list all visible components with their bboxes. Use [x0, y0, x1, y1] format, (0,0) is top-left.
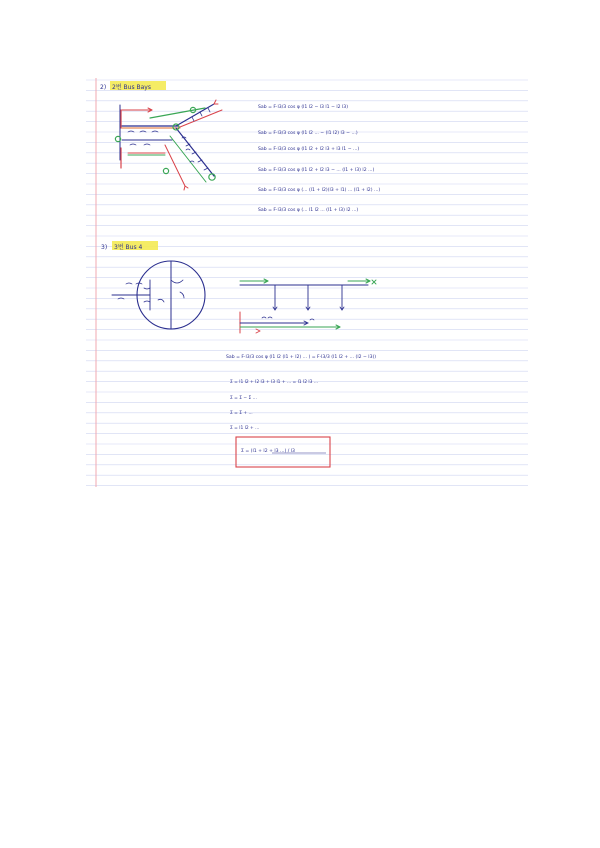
s1-equation-4: Sab = F·l3/3 cos φ (l1 l2 + l2 l3 − ... (l1 + l3) l2 ...)	[258, 168, 375, 173]
s2-boxed-result: Σ = (l1 + l2 + l3 ...) / l3	[241, 449, 295, 454]
s2-equation-1: Sab = F·l3/3 cos φ (l1 l2 (l1 + l2) ... ) = F·l3/3 (l1 l2 + ... (l2 − l3))	[226, 355, 377, 360]
s1-equation-5: Sab = F·l3/3 cos φ (... (l1 + l2)(l3 + l1) ... (l1 + l2) ...)	[258, 188, 381, 193]
section-1-heading-text: 2번 Bus Bays	[112, 84, 151, 91]
s2-equation-4: Σ = Σ + ...	[230, 411, 253, 416]
s1-equation-6: Sab = F·l3/3 cos φ (... l1 l2 ... (l1 + l3) l2 ...)	[258, 208, 359, 213]
section-2-heading-text: 3번 Bus 4	[114, 244, 143, 251]
s2-equation-3: Σ = Σ − Σ ...	[230, 396, 257, 401]
s1-equation-2: Sab = F·l3/3 cos φ (l1 l2 ... − (l1 l2) l3 − ...)	[258, 131, 358, 136]
s1-equation-1: Sab = F·l3/3 cos φ (l1 l2 − l3 l1 − l2 l3)	[258, 105, 349, 110]
s1-equation-3: Sab = F·l3/3 cos φ (l1 l2 + l2 l3 + l3 l1 − ...)	[258, 147, 360, 152]
section-1-heading-number: 2)	[100, 84, 107, 91]
section-2-heading-number: 3)	[101, 244, 108, 251]
s2-equation-5: Σ = l1 l2 + ...	[230, 426, 260, 431]
s2-equation-2: Σ = l1 l2 + l2 l3 + l3 l1 + ... = l1 l2 l3 ...	[230, 380, 318, 385]
